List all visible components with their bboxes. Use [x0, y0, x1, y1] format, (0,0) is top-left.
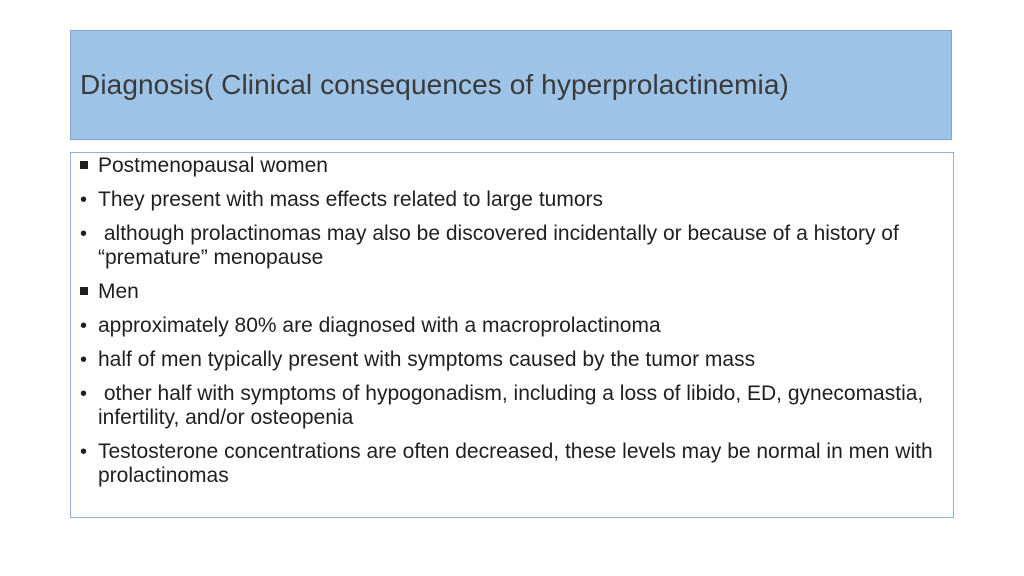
bullet-item	[77, 348, 941, 372]
slide-content-box	[70, 152, 954, 518]
bullet-text: Men	[98, 280, 139, 303]
square-bullet-icon	[80, 154, 94, 178]
bullet-item	[77, 314, 941, 338]
bullet-item	[77, 154, 941, 178]
bullet-item	[77, 382, 941, 430]
dot-bullet-icon	[80, 382, 94, 406]
bullet-text: Postmenopausal women	[98, 154, 328, 177]
square-bullet-icon	[80, 280, 94, 304]
bullet-text: although prolactinomas may also be discovered incidentally or because of a history of “premature” menopause	[98, 222, 905, 269]
bullet-text: They present with mass effects related to large tumors	[98, 188, 604, 211]
dot-bullet-icon	[80, 222, 94, 246]
slide-title-box	[70, 30, 952, 140]
bullet-item	[77, 188, 941, 212]
bullet-item	[77, 222, 941, 270]
bullet-text: other half with symptoms of hypogonadism, including a loss of libido, ED, gynecomastia, infertility, and/or osteopenia	[98, 382, 930, 429]
bullet-text: approximately 80% are diagnosed with a macroprolactinoma	[98, 314, 661, 337]
bullet-item	[77, 440, 941, 488]
bullet-text: half of men typically present with symptoms caused by the tumor mass	[98, 348, 756, 371]
bullet-list	[77, 154, 941, 498]
dot-bullet-icon	[80, 188, 94, 212]
slide-title: Diagnosis( Clinical consequences of hyperprolactinemia)	[80, 69, 789, 100]
dot-bullet-icon	[80, 314, 94, 338]
dot-bullet-icon	[80, 348, 94, 372]
dot-bullet-icon	[80, 440, 94, 464]
bullet-text: Testosterone concentrations are often decreased, these levels may be normal in men with prolactinomas	[98, 440, 933, 487]
bullet-item	[77, 280, 941, 304]
